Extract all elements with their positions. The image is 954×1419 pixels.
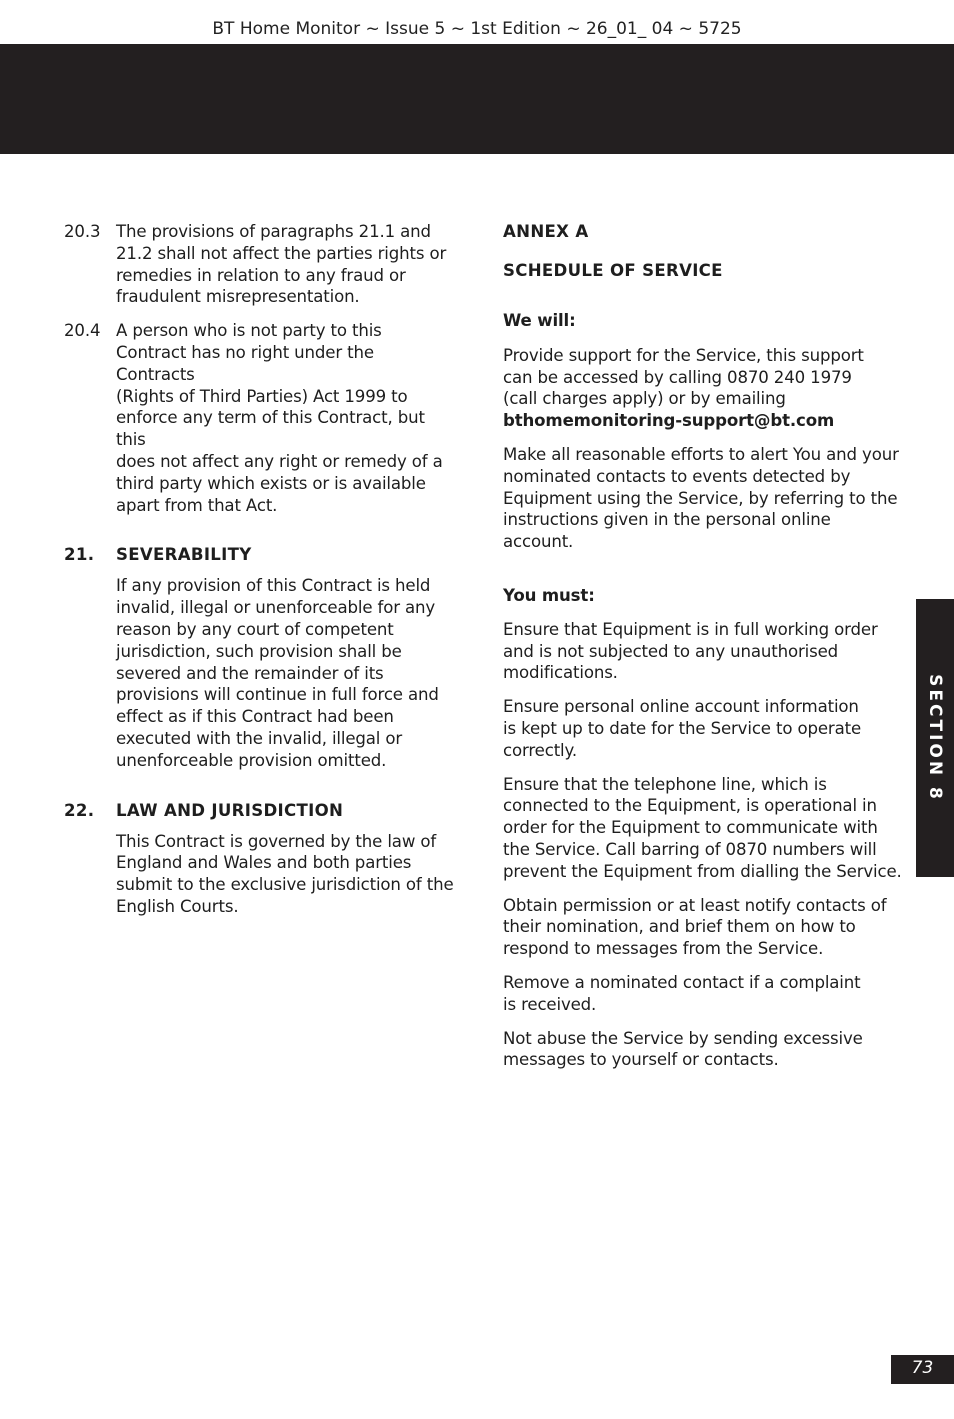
clause-text: A person who is not party to this Contract has no right under the Contracts (Rights of Third Parties) Act 1999 to enforce any term of this Contract, but this does not affect any right or remedy of a third party which exists or is available apart from that Act. — [116, 321, 443, 515]
schedule-title: SCHEDULE OF SERVICE — [503, 261, 723, 280]
running-header: BT Home Monitor ~ Issue 5 ~ 1st Edition ~ 26_01_ 04 ~ 5725 — [212, 19, 742, 39]
you-must-item-3: Ensure that the telephone line, which is connected to the Equipment, is operational in order for the Equipment to communicate with the Service. Call barring of 0870 numbers will prevent the Equipment from dialling the Service. — [503, 774, 902, 881]
clause-number: 20.4 — [64, 321, 101, 341]
section-title: LAW AND JURISDICTION — [116, 800, 344, 820]
you-must-item-2: Ensure personal online account information is kept up to date for the Service to operate correctly. — [503, 697, 862, 760]
section-tab — [916, 599, 954, 877]
you-must-item-4: Obtain permission or at least notify contacts of their nomination, and brief them on how to respond to messages from the Service. — [503, 895, 887, 959]
section-22-body — [64, 831, 454, 918]
clause-text: The provisions of paragraphs 21.1 and 21.2 shall not affect the parties rights or remedies in relation to any fraud or fraudulent misrepresentation. — [116, 222, 447, 307]
you-must-item-5: Remove a nominated contact if a complaint is received. — [503, 972, 861, 1014]
page-number: 73 — [911, 1358, 934, 1378]
support-email: bthomemonitoring-support@bt.com — [503, 411, 835, 431]
section-tab-label: SECTION 8 — [925, 674, 945, 802]
you-must-heading: You must: — [503, 585, 595, 605]
page-number-box — [891, 1355, 954, 1384]
section-22-heading — [64, 800, 454, 822]
you-must-item-1: Ensure that Equipment is in full working order and is not subjected to any unauthorised modifications. — [503, 619, 878, 683]
section-21-heading — [64, 544, 454, 566]
header-band — [0, 44, 954, 154]
we-will-alert-text: Make all reasonable efforts to alert You and your nominated contacts to events detected by Equipment using the Service, by referring to the instructions given in the personal online account. — [503, 444, 899, 552]
clause-20-3 — [64, 221, 454, 308]
right-column — [503, 221, 903, 1071]
clause-number: 20.3 — [64, 222, 101, 241]
section-21-body — [64, 575, 454, 771]
section-number: 22. — [64, 800, 95, 820]
left-column — [64, 221, 454, 918]
we-will-support-text: Provide support for the Service, this support can be accessed by calling 0870 240 1979 (call charges apply) or by emailing — [503, 345, 864, 409]
we-will-heading: We will: — [503, 311, 576, 330]
you-must-item-6: Not abuse the Service by sending excessive messages to yourself or contacts. — [503, 1028, 863, 1070]
annex-title: ANNEX A — [503, 222, 589, 241]
section-title: SEVERABILITY — [116, 545, 252, 565]
section-text: If any provision of this Contract is held invalid, illegal or unenforceable for any reason by any court of competent jurisdiction, such provision shall be severed and the remainder of its provisions will continue in full force and effect as if this Contract had been executed with the invalid, illegal or unenforceable provision omitted. — [116, 576, 439, 770]
section-text: This Contract is governed by the law of England and Wales and both parties submit to the exclusive jurisdiction of the English Courts. — [116, 831, 454, 916]
section-number: 21. — [64, 545, 95, 565]
clause-20-4 — [64, 320, 454, 516]
